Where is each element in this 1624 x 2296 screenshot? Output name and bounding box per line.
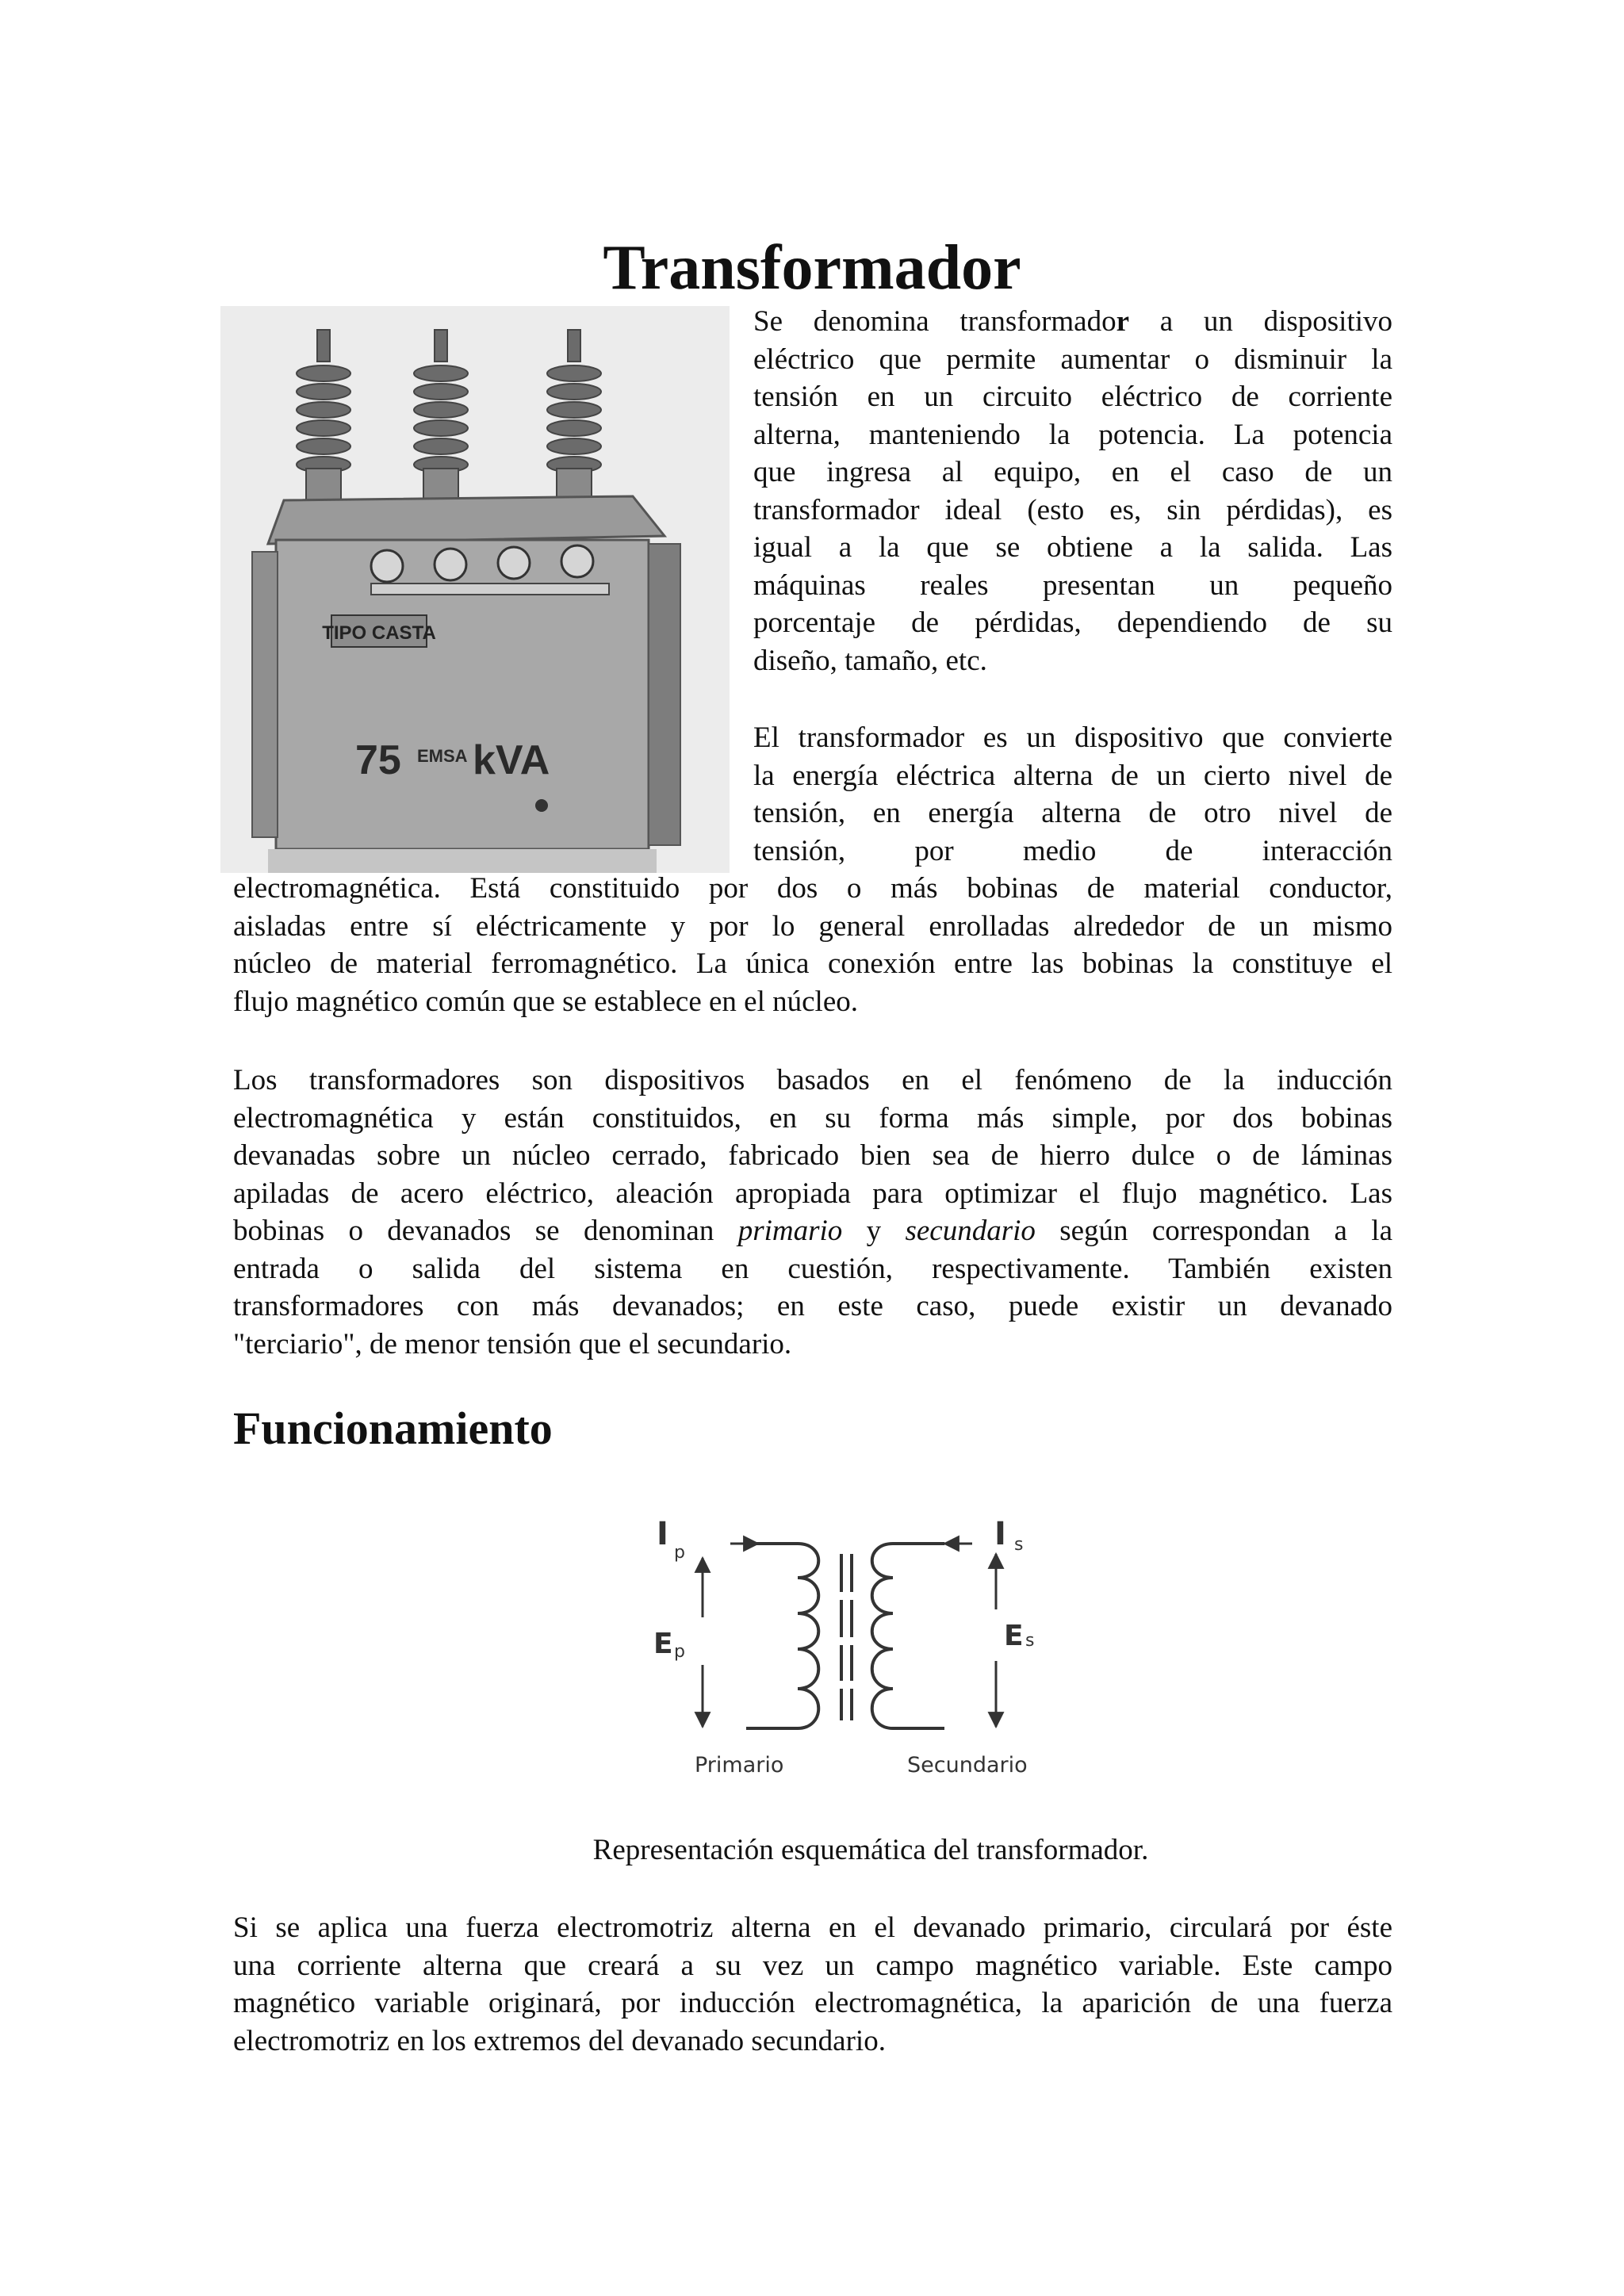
text-line: igual a la que se obtiene a la salida. Las: [753, 531, 1392, 564]
primary-label: Primario: [695, 1753, 784, 1777]
text-line: Los transformadores son dispositivos basados en el fenómeno de la inducción: [233, 1064, 1392, 1096]
text-line: Se denomina transformador a un dispositivo: [753, 305, 1392, 338]
text-line: Si se aplica una fuerza electromotriz alterna en el devanado primario, circulará por éste: [233, 1911, 1392, 1944]
text-line: aisladas entre sí eléctricamente y por lo general enrolladas alrededor de un mismo: [233, 909, 1392, 943]
text-line: alterna, manteniendo la potencia. La potencia: [753, 418, 1392, 451]
secondary-label: Secundario: [907, 1753, 1028, 1777]
text-line: magnético variable originará, por inducción electromagnética, la aparición de una fuerza: [233, 1987, 1392, 2019]
es-label: E: [1004, 1620, 1024, 1652]
term-secundario: secundario: [905, 1215, 1036, 1247]
figure-caption: Representación esquemática del transformador.: [592, 1834, 1149, 1866]
paragraph-3: [233, 1062, 1392, 1363]
section-heading: Funcionamiento: [233, 1402, 553, 1454]
text-line: la energía eléctrica alterna de un cierto nivel de: [753, 759, 1392, 792]
paragraph-4: [233, 1909, 1392, 2060]
rating-unit: kVA: [473, 737, 550, 783]
ip-label: I: [657, 1516, 668, 1552]
text-line: devanadas sobre un núcleo cerrado, fabricado bien sea de hierro dulce o de láminas: [233, 1139, 1392, 1172]
text-line: diseño, tamaño, etc.: [753, 644, 987, 677]
text-line: una corriente alterna que creará a su vez un campo magnético variable. Este campo: [233, 1949, 1392, 1982]
text-line: eléctrico que permite aumentar o disminuir la: [753, 342, 1392, 376]
intro-paragraph-2-full: [233, 870, 1392, 1020]
ep-label: E: [653, 1628, 673, 1660]
intro-paragraph-1: [753, 303, 1392, 679]
intro-paragraph-2-right: [753, 719, 1392, 870]
text-line: transformador ideal (esto es, sin pérdidas), es: [753, 493, 1392, 526]
text-line: electromagnética. Está constituido por dos o más bobinas de material conductor,: [233, 872, 1392, 905]
text-line: entrada o salida del sistema en cuestión, respectivamente. También existen: [233, 1252, 1392, 1285]
ep-subscript: p: [674, 1642, 685, 1662]
text-line: apiladas de acero eléctrico, aleación apropiada para optimizar el flujo magnético. Las: [233, 1177, 1392, 1210]
is-label: I: [994, 1516, 1006, 1552]
text-line: tensión en un circuito eléctrico de corriente: [753, 381, 1392, 413]
text-line: electromagnética y están constituidos, en su forma más simple, por dos bobinas: [233, 1101, 1392, 1135]
schematic-svg: [639, 1498, 1067, 1792]
text-line: que ingresa al equipo, en el caso de un: [753, 456, 1392, 488]
text-line: transformadores con más devanados; en este caso, puede existir un devanado: [233, 1290, 1392, 1322]
plate-label: TIPO CASTA: [322, 622, 436, 644]
text-line: tensión, en energía alterna de otro nivel de: [753, 797, 1392, 829]
is-subscript: s: [1014, 1535, 1024, 1555]
primary-coil: [798, 1544, 818, 1728]
page-title: Transformador: [603, 232, 1021, 303]
transformer-schematic: [639, 1498, 1067, 1792]
rating-number: 75: [355, 737, 401, 783]
transformer-illustration: [220, 306, 730, 873]
text-line: tensión, por medio de interacción: [753, 834, 1392, 867]
es-subscript: s: [1025, 1631, 1035, 1651]
text-line: electromotriz en los extremos del devanado secundario.: [233, 2024, 886, 2057]
ip-subscript: p: [674, 1543, 685, 1563]
text-line: porcentaje de pérdidas, dependiendo de su: [753, 607, 1392, 639]
text-line: núcleo de material ferromagnético. La única conexión entre las bobinas la constituye el: [233, 947, 1392, 980]
text-line: máquinas reales presentan un pequeño: [753, 568, 1392, 602]
text-line: bobinas o devanados se denominan primario y secundario según correspondan a la: [233, 1215, 1392, 1247]
secondary-coil: [872, 1544, 893, 1728]
text-line: "terciario", de menor tensión que el secundario.: [233, 1327, 792, 1360]
text-line: El transformador es un dispositivo que convierte: [753, 721, 1392, 754]
text-line: flujo magnético común que se establece en el núcleo.: [233, 985, 859, 1018]
transformer-photo: [220, 306, 730, 873]
term-primario: primario: [737, 1215, 843, 1247]
brand-label: EMSA: [417, 746, 468, 766]
